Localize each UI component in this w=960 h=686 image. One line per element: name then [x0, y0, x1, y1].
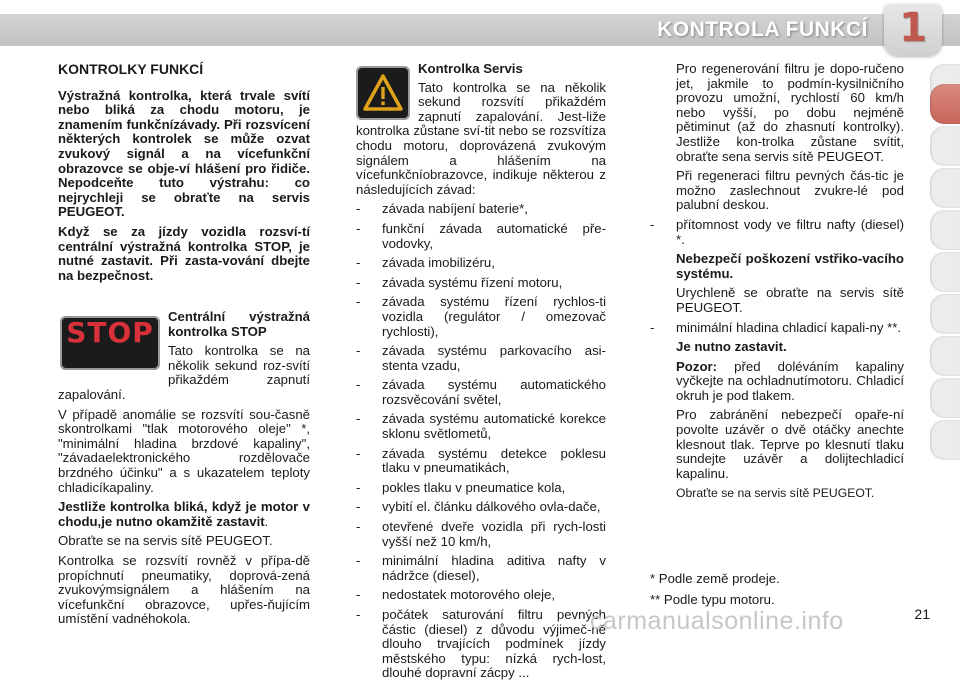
edge-tab: [930, 336, 960, 376]
chapter-title: KONTROLA FUNKCÍ: [657, 18, 868, 41]
list-item: - otevřené dveře vozidla při rych-losti vyšší než 10 km/h,: [356, 519, 606, 549]
footnote-engine: ** Podle typu motoru.: [650, 591, 775, 607]
edge-tab: [930, 168, 960, 208]
stop-para-2: V případě anomálie se rozsvítí sou-časně skontrolkami "tlak motorového oleje" *, "minimální hladina brzdové kapaliny", "závadaelektronického rozdělovače brzdného účinku" a s ukazatelem teploty chladicíkapaliny.: [58, 406, 310, 495]
list-item: - závada systému řízení motoru,: [356, 274, 563, 290]
list-item: - přítomnost vody ve filtru nafty (diesel) *.: [650, 216, 904, 247]
list-item: - závada systému automatické korekce sklonu světlometů,: [356, 411, 606, 442]
coolant-service: Obraťte se na servis sítě PEUGEOT.: [676, 486, 875, 501]
list-item: - závada systému řízení rychlos-ti vozidla (regulátor / omezovač rychlosti),: [356, 294, 606, 339]
edge-tab: [930, 294, 960, 334]
column-middle: [356, 62, 606, 686]
coolant-stop: Je nutno zastavit.: [676, 339, 787, 355]
injection-warning: Nebezpečí poškození vstřiko-vacího systému.: [676, 251, 904, 281]
dpf-regeneration-para: Pro regenerování filtru je dopo-ručeno jet, jakmile to podmín-kysilničního provozu umožní, rychlostí 60 km/h nebo vyšší, po dobu nejméně pětiminut (až do zhasnutí kontrolky). Jestliže kon-trolka zůstane svítit, obraťte sena servis sítě PEUGEOT.: [676, 61, 904, 164]
footnote-country: * Podle země prodeje.: [650, 571, 780, 586]
edge-tab: [930, 378, 960, 418]
intro-warning: Výstražná kontrolka, která trvale svítí nebo bliká za chodu motoru, je znamením funkčnízávady. Při rozsvícení některých kontrolek se může ozvat zvukový signál a na vícefunkční obrazovce se obje-ví hlášení pro řidiče. Nepodceňte tuto výstrahu: co nejrychleji se obraťte na servis PEUGEOT.: [58, 87, 310, 220]
stop-section: [58, 310, 310, 632]
dpf-noise-para: Při regeneraci filtru pevných čás-tic je možno zaslechnout zvukre-lé pod palubní deskou.: [676, 168, 904, 213]
edge-tab: [930, 210, 960, 250]
list-item: - funkční závada automatické pře-vodovky,: [356, 220, 606, 251]
edge-tab: [930, 420, 960, 460]
stop-warning-icon: [60, 316, 160, 370]
edge-tab: [930, 252, 960, 292]
stop-blink-warning: Jestliže kontrolka bliká, když je motor v chodu,je nutno okamžitě zastavit: [58, 499, 310, 529]
page-number: 21: [914, 606, 930, 622]
list-item: - závada systému parkovacího asi-stenta vzadu,: [356, 343, 606, 373]
list-item: - závada nabíjení baterie*,: [356, 201, 528, 217]
watermark: carmanualsonline.info: [590, 607, 844, 635]
list-item: - vybití el. článku dálkového ovla-dače,: [356, 499, 601, 515]
list-item: - závada imobilizéru,: [356, 255, 495, 271]
stop-para-3: [58, 500, 310, 529]
column-right: [650, 62, 904, 506]
list-item: - minimální hladina aditiva nafty v nádržce (diesel),: [356, 553, 606, 583]
edge-tab: [930, 126, 960, 166]
service-fault-list: [356, 202, 606, 681]
list-item: - závada systému automatického rozsvěcování světel,: [356, 377, 606, 407]
list-item: - pokles tlaku v pneumatice kola,: [356, 479, 566, 495]
extra-fault-list: [650, 218, 904, 247]
injection-service: Urychleně se obraťte na servis sítě PEUGEOT.: [676, 285, 904, 315]
extra-fault-list-2: [650, 321, 904, 336]
chapter-number: 1: [899, 5, 927, 51]
list-item: - nedostatek motorového oleje,: [356, 587, 556, 603]
stop-icon-label: STOP: [66, 316, 154, 349]
stop-para-5: Kontrolka se rozsvítí rovněž v přípa-dě propíchnutí pneumatiky, doprová-zená zvukovýmsignálem a hlášením na vícefunkční obrazovce, upřes-ňujícím umístění vadnéhokola.: [58, 552, 310, 627]
stop-blink-end: .: [264, 513, 269, 529]
chapter-tab: [884, 4, 942, 56]
stop-warning: Když se za jízdy vozidla rozsví-tí centrální výstražná kontrolka STOP, je nutné zastavit. Při zasta-vování dbejte na bezpečnost.: [58, 223, 310, 283]
stop-title: Centrální výstražná kontrolka STOP: [168, 309, 310, 339]
column-left: [58, 62, 310, 288]
caution-label: Pozor:: [676, 358, 718, 374]
stop-para-4: Obraťte se na servis sítě PEUGEOT.: [58, 533, 273, 549]
warning-triangle-icon: [356, 66, 410, 120]
list-item: - závada systému detekce poklesu tlaku v pneumatikách,: [356, 445, 606, 476]
edge-tab-active: [930, 84, 960, 124]
page-header: [0, 0, 960, 60]
service-para: Tato kontrolka se na několik sekund rozsvítí přikaždém zapnutí zapalování. Jest-liže kontrolka zůstane sví-tit nebo se rozsvítíza chodu motoru, doprovázená zvukovým signálem a hlášením na vícefunkčníobrazovce, indikuje některou z následujících závad:: [356, 79, 606, 197]
service-title: Kontrolka Servis: [418, 61, 523, 76]
list-item: - minimální hladina chladicí kapali-ny **.: [650, 319, 902, 335]
caution-text: před doléváním kapaliny vyčkejte na ochladnutímotoru. Chladicí okruh je pod tlakem.: [676, 358, 904, 403]
list-item: - počátek saturování filtru pevných částic (diesel) z důvodu výjimeč-ně dlouho trvajících podmínek jízdy městského typu: nízká rych-lost, dlouhé dopravní zácpy ...: [356, 607, 606, 681]
section-title: KONTROLKY FUNKCÍ: [58, 61, 204, 77]
stop-para-1: Tato kontrolka se na několik sekund roz-svítí přikaždém zapnutí zapalování.: [58, 343, 310, 402]
coolant-caution: [650, 360, 904, 404]
coolant-prevent: Pro zabránění nebezpečí opaře-ní povolte uzávěr o dvě otáčky anechte klesnout tlak. Teprve po klesnutí tlaku sundejte uzávěr a dolijtechladicí kapalinu.: [676, 407, 904, 481]
